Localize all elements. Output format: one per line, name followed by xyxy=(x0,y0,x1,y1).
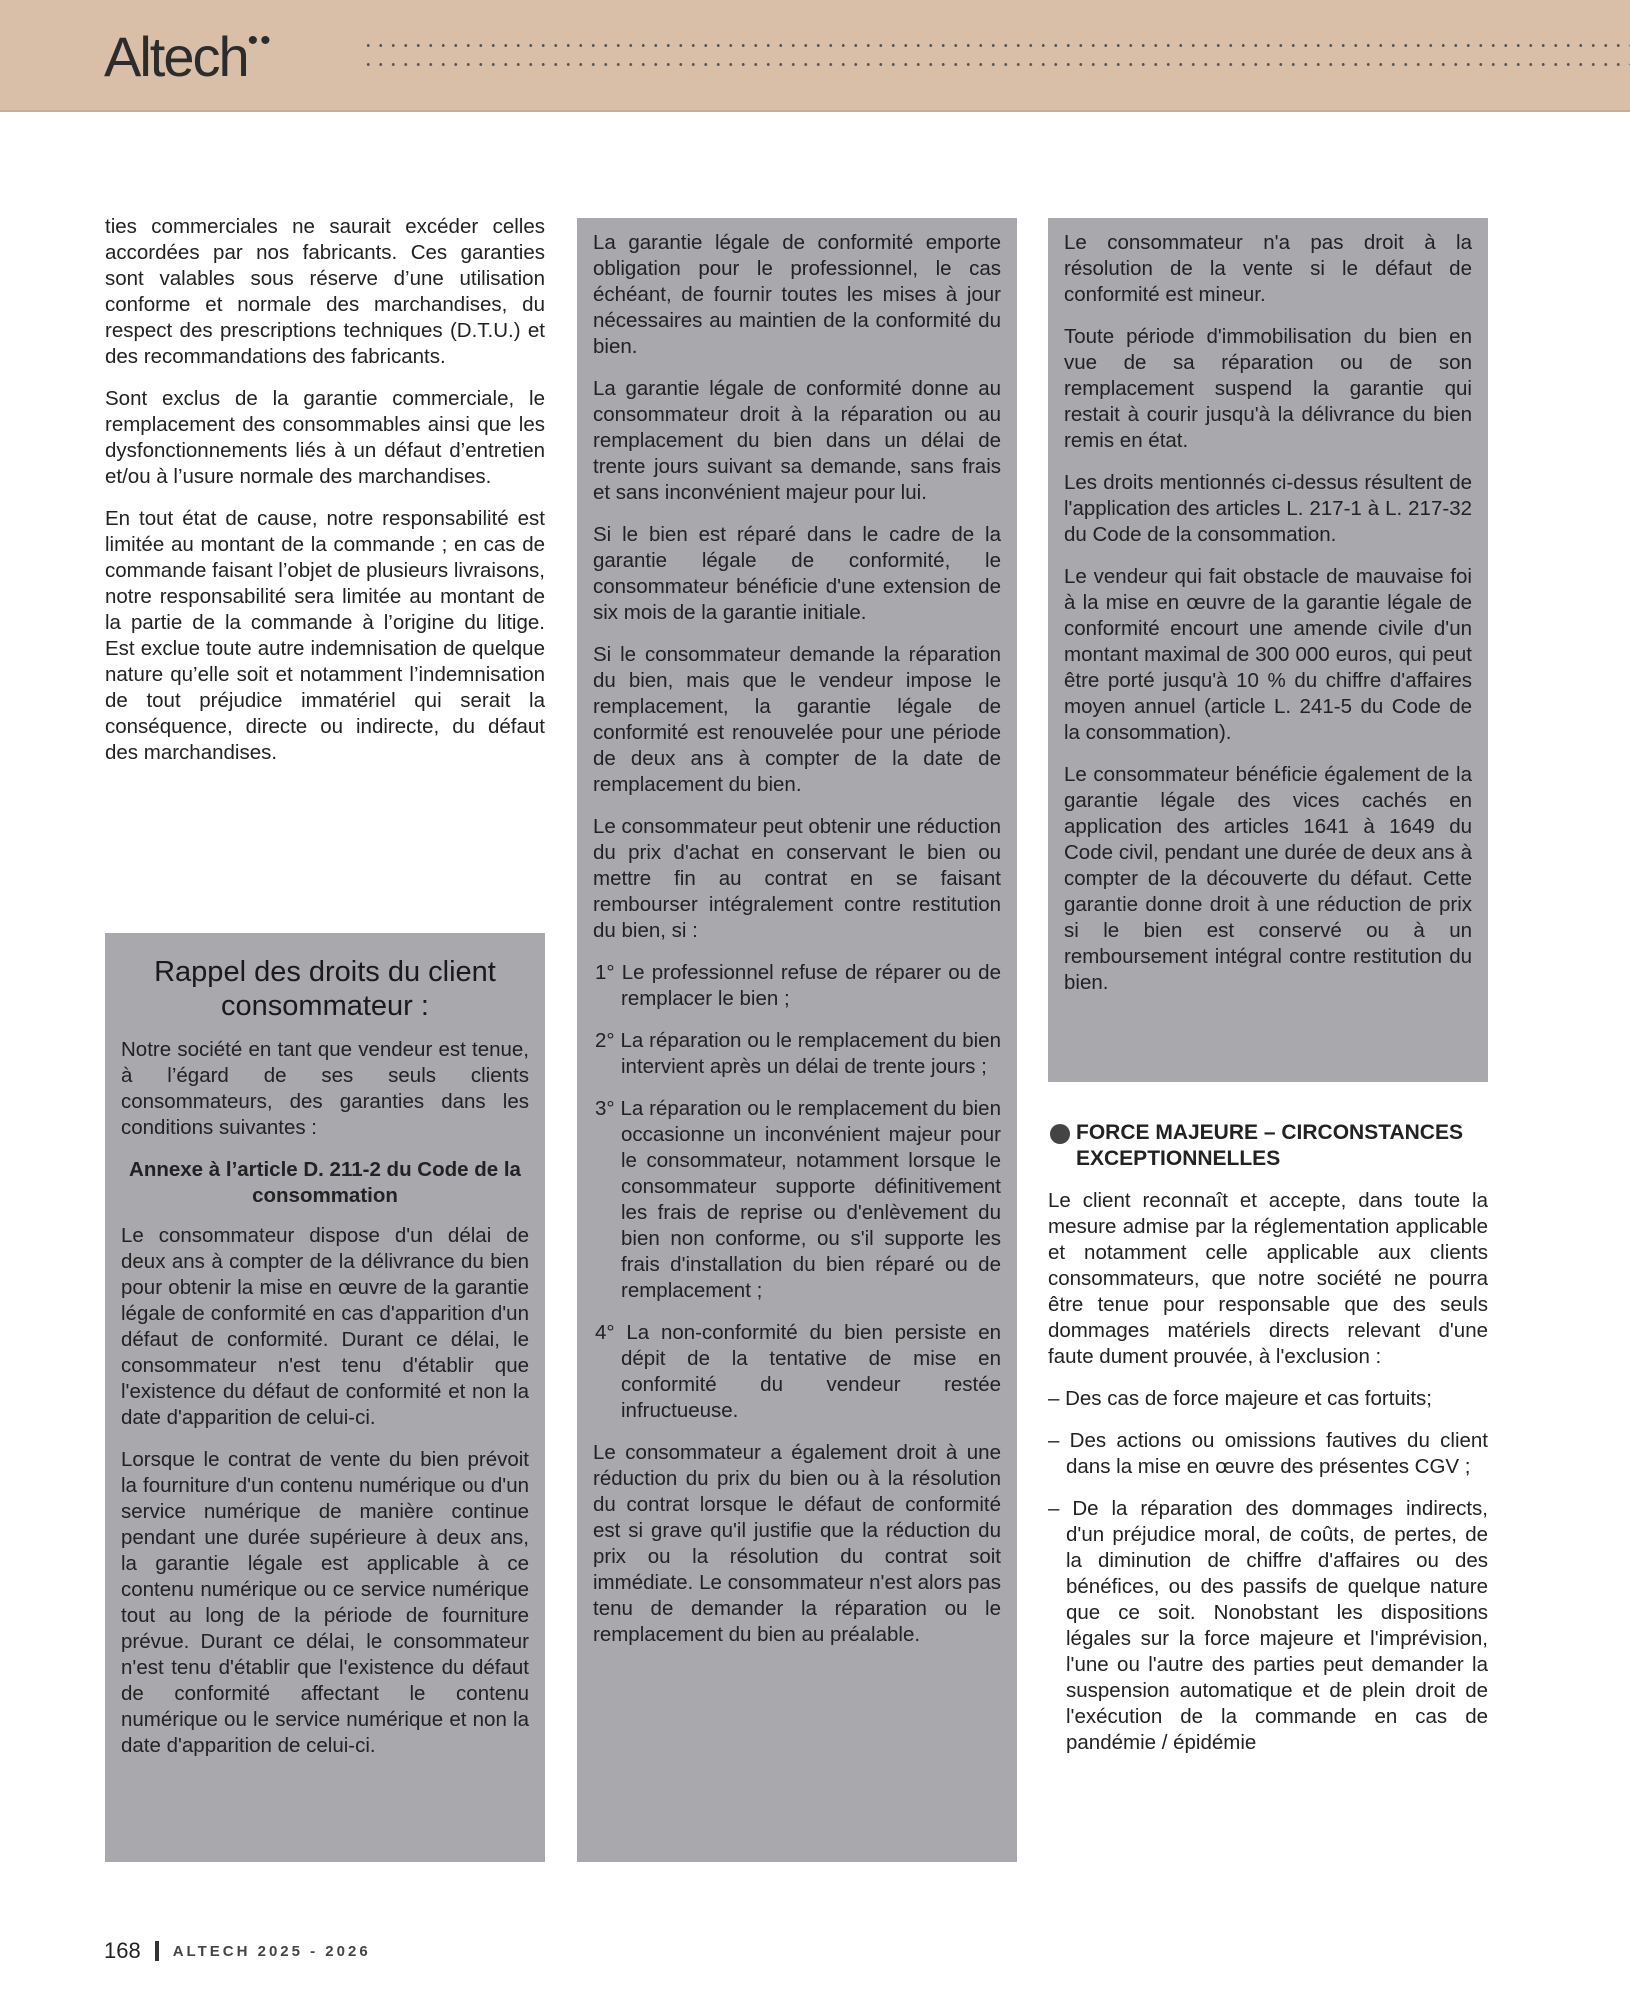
paragraph: Le consommateur n'a pas droit à la résolution de la vente si le défaut de conformité est mineur. xyxy=(1064,231,1472,306)
paragraph: Le consommateur dispose d'un délai de deux ans à compter de la délivrance du bien pour obtenir la mise en œuvre de la garantie légale de conformité en cas d'apparition d'un défaut de conformité. Durant ce délai, le consommateur n'est tenu d'établir que l'existence du défaut de conformité et non la date d'apparition de celui-ci. xyxy=(121,1224,529,1429)
paragraph: Les droits mentionnés ci-dessus résultent de l'application des articles L. 217-1 à L. 217-32 du Code de la consommation. xyxy=(1064,471,1472,546)
bullet-icon xyxy=(1050,1124,1070,1144)
paragraph: Le vendeur qui fait obstacle de mauvaise foi à la mise en œuvre de la garantie légale de conformité encourt une amende civile d'un montant maximal de 300 000 euros, qui peut être porté jusqu'à 10 % du chiffre d'affaires moyen annuel (article L. 241-5 du Code de la consommation). xyxy=(1064,565,1472,744)
box-title: Rappel des droits du client consommateur : xyxy=(154,956,496,1022)
list-item: 3° La réparation ou le remplacement du bien occasionne un inconvénient majeur pour le consommateur, notamment lorsque le consommateur supporte définitivement les frais de reprise ou d'enlèvement du bien non conforme, ou s'il supporte les frais d'installation du bien réparé ou de remplacement ; xyxy=(595,1097,1001,1302)
paragraph: Le consommateur bénéficie également de la garantie légale des vices cachés en application des articles 1641 à 1649 du Code civil, pendant une durée de deux ans à compter de la découverte du défaut. Cette garantie donne droit à une réduction de prix si le bien est conservé ou à un remboursement intégral contre restitution du bien. xyxy=(1064,763,1472,994)
paragraph: En tout état de cause, notre responsabilité est limitée au montant de la commande ; en cas de commande faisant l’objet de plusieurs livraisons, notre responsabilité sera limitée au montant de la partie de la commande à l’origine du litige. Est exclue toute autre indemnisation de quelque nature qu’elle soit et notamment l’indemnisation de tout préjudice immatériel qui serait la conséquence, directe ou indirecte, du défaut des marchandises. xyxy=(105,507,545,764)
paragraph: La garantie légale de conformité emporte obligation pour le professionnel, le cas échéant, de fournir toutes les mises à jour nécessaires au maintien de la conformité du bien. xyxy=(593,231,1001,358)
list-item: – De la réparation des dommages indirects, d'un préjudice moral, de coûts, de pertes, de la diminution de chiffre d'affaires ou des bénéfices, ou des passifs de quelque nature que ce soit. Nonobstant les dispositions légales sur la force majeure et l'imprévision, l'une ou l'autre des parties peut demander la suspension automatique et de plein droit de l'exécution de la commande en cas de pandémie / épidémie xyxy=(1048,1497,1488,1754)
paragraph: Si le bien est réparé dans le cadre de la garantie légale de conformité, le consommateur bénéficie d'une extension de six mois de la garantie initiale. xyxy=(593,523,1001,624)
page-footer xyxy=(104,1938,371,1964)
paragraph: Notre société en tant que vendeur est tenue, à l’égard de ses seuls clients consommateurs, des garanties dans les conditions suivantes : xyxy=(121,1038,529,1139)
page-header xyxy=(0,0,1630,112)
list-item: 4° La non-conformité du bien persiste en dépit de la tentative de mise en conformité du vendeur restée infructueuse. xyxy=(595,1321,1001,1422)
column-3-box xyxy=(1048,218,1488,1082)
paragraph: Sont exclus de la garantie commerciale, le remplacement des consommables ainsi que les dysfonctionnements liés à un défaut d’entretien et/ou à l’usure normale des marchandises. xyxy=(105,387,545,488)
paragraph: Lorsque le contrat de vente du bien prévoit la fourniture d'un contenu numérique ou d'un service numérique de manière continue pendant une durée supérieure à deux ans, la garantie légale est applicable à ce contenu numérique ou ce service numérique tout au long de la période de fourniture prévue. Durant ce délai, le consommateur n'est tenu d'établir que l'existence du défaut de conformité affectant le contenu numérique ou le service numérique et non la date d'apparition de celui-ci. xyxy=(121,1448,529,1757)
section-heading: FORCE MAJEURE – CIRCONSTANCES EXCEPTIONNELLES xyxy=(1048,1120,1488,1172)
list-item: 2° La réparation ou le remplacement du bien intervient après un délai de trente jours ; xyxy=(595,1029,1001,1078)
paragraph: ties commerciales ne saurait excéder celles accordées par nos fabricants. Ces garanties sont valables sous réserve d’une utilisation conforme et normale des marchandises, du respect des prescriptions techniques (D.T.U.) et des recommandations des fabricants. xyxy=(105,215,545,368)
paragraph: Toute période d'immobilisation du bien en vue de sa réparation ou de son remplacement suspend la garantie qui restait à courir jusqu'à la délivrance du bien remis en état. xyxy=(1064,325,1472,452)
paragraph: Le consommateur peut obtenir une réduction du prix d'achat en conservant le bien ou mettre fin au contrat en se faisant rembourser intégralement contre restitution du bien, si : xyxy=(593,815,1001,942)
publication-title: ALTECH 2025 - 2026 xyxy=(172,1942,371,1960)
list-item: – Des actions ou omissions fautives du client dans la mise en œuvre des présentes CGV ; xyxy=(1048,1429,1488,1478)
column-2-box xyxy=(577,218,1017,1862)
page-number: 168 xyxy=(104,1938,141,1963)
paragraph: Le client reconnaît et accepte, dans toute la mesure admise par la réglementation applicable et notamment celle applicable aux clients consommateurs, que notre société ne pourra être tenue pour responsable que des seuls dommages matériels directs relevant d'une faute dument prouvée, à l'exclusion : xyxy=(1048,1189,1488,1368)
force-majeure-section xyxy=(1048,1120,1488,1772)
altech-logo: Altech•• xyxy=(104,24,273,88)
column-1 xyxy=(105,214,545,782)
paragraph: Le consommateur a également droit à une réduction du prix du bien ou à la résolution du contrat lorsque le défaut de conformité est si grave qu'il justifie que la réduction du prix ou la résolution du contrat soit immédiate. Le consommateur n'est alors pas tenu de demander la réparation ou le remplacement du bien au préalable. xyxy=(593,1441,1001,1646)
box-subtitle: Annexe à l’article D. 211-2 du Code de la consommation xyxy=(129,1158,521,1207)
paragraph: Si le consommateur demande la réparation du bien, mais que le vendeur impose le remplacement, la garantie légale de conformité est renouvelée pour une période de deux ans à compter de la date de remplacement du bien. xyxy=(593,643,1001,796)
paragraph: La garantie légale de conformité donne au consommateur droit à la réparation ou au remplacement du bien dans un délai de trente jours suivant sa demande, sans frais et sans inconvénient majeur pour lui. xyxy=(593,377,1001,504)
list-item: – Des cas de force majeure et cas fortuits; xyxy=(1048,1387,1432,1410)
list-item: 1° Le professionnel refuse de réparer ou de remplacer le bien ; xyxy=(595,961,1001,1010)
dot-pattern xyxy=(362,36,1630,82)
divider xyxy=(155,1941,159,1961)
consumer-rights-box xyxy=(105,933,545,1862)
